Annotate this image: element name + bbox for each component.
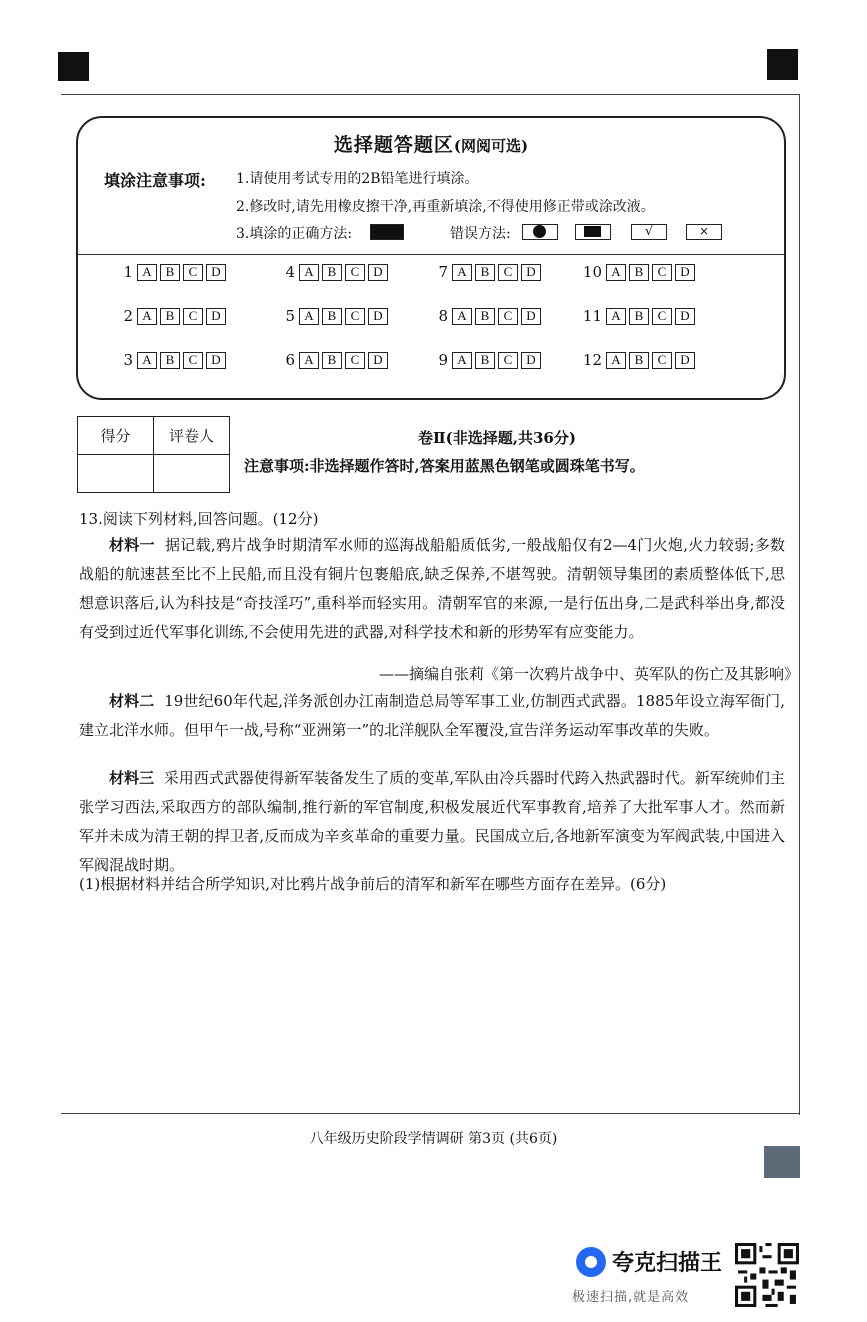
question-4-bubbles bbox=[275, 263, 391, 281]
grader-label: 评卷人 bbox=[154, 417, 230, 455]
material-1-text: 据记载,鸦片战争时期清军水师的巡海战船船质低劣,一般战船仅有2—4门火炮,火力较弱;多数战船的航速甚至比不上民船,而且没有铜片包裹船底,缺乏保养,不堪驾驶。清朝领导集团的素质整体低下,思想意识落后,认为科技是“奇技淫巧”,重科举而轻实用。清朝军官的来源,一是行伍出身,二是武科举出身,都没有受到过近代军事化训练,不会使用先进的武器,对科学技术和新的形势军有应变能力。 bbox=[79, 536, 785, 641]
option-bubble-b[interactable]: B bbox=[629, 308, 649, 325]
score-label: 得分 bbox=[78, 417, 154, 455]
option-bubble-c[interactable]: C bbox=[345, 308, 365, 325]
notes-label: 填涂注意事项: bbox=[104, 171, 206, 190]
question-3-bubbles bbox=[113, 351, 229, 369]
question-number: 11 bbox=[582, 307, 602, 325]
mc-separator bbox=[78, 254, 784, 255]
bottom-rule bbox=[61, 1113, 799, 1114]
question-number: 10 bbox=[582, 263, 602, 281]
question-number: 6 bbox=[285, 351, 295, 369]
option-bubble-c[interactable]: C bbox=[652, 352, 672, 369]
option-bubble-d[interactable]: D bbox=[521, 352, 541, 369]
option-bubble-d[interactable]: D bbox=[206, 308, 226, 325]
registration-mark-top-right bbox=[767, 49, 798, 80]
option-bubble-c[interactable]: C bbox=[183, 264, 203, 281]
question-number: 9 bbox=[438, 351, 448, 369]
question-number: 7 bbox=[438, 263, 448, 281]
material-1-label: 材料一 bbox=[109, 536, 155, 554]
question-number: 4 bbox=[285, 263, 295, 281]
qr-code-icon bbox=[735, 1243, 799, 1307]
question-number: 1 bbox=[123, 263, 133, 281]
correct-method-label: 3.填涂的正确方法: bbox=[236, 226, 353, 242]
option-bubble-d[interactable]: D bbox=[368, 264, 388, 281]
question-number: 8 bbox=[438, 307, 448, 325]
option-bubble-a[interactable]: A bbox=[452, 308, 472, 325]
option-bubble-a[interactable]: A bbox=[137, 352, 157, 369]
watermark-brand: 夸克扫描王 bbox=[612, 1251, 723, 1276]
option-bubble-b[interactable]: B bbox=[160, 352, 180, 369]
option-bubble-b[interactable]: B bbox=[322, 264, 342, 281]
question-2-bubbles bbox=[113, 307, 229, 325]
option-bubble-a[interactable]: A bbox=[137, 308, 157, 325]
question-9-bubbles bbox=[428, 351, 544, 369]
question-number: 3 bbox=[123, 351, 133, 369]
material-3-label: 材料三 bbox=[109, 769, 155, 787]
option-bubble-c[interactable]: C bbox=[345, 352, 365, 369]
cross-icon: × bbox=[698, 224, 710, 238]
option-bubble-b[interactable]: B bbox=[160, 308, 180, 325]
question-number: 12 bbox=[582, 351, 602, 369]
mc-area-title-note: (网阅可选) bbox=[453, 137, 529, 155]
grader-cell bbox=[154, 455, 230, 493]
check-icon: √ bbox=[644, 224, 654, 239]
question-13-title: 13.阅读下列材料,回答问题。(12分) bbox=[79, 510, 319, 528]
option-bubble-d[interactable]: D bbox=[368, 308, 388, 325]
option-bubble-d[interactable]: D bbox=[368, 352, 388, 369]
option-bubble-b[interactable]: B bbox=[322, 308, 342, 325]
question-8-bubbles bbox=[428, 307, 544, 325]
question-12-bubbles bbox=[582, 351, 698, 369]
option-bubble-a[interactable]: A bbox=[452, 264, 472, 281]
registration-mark-top-left bbox=[58, 52, 89, 81]
watermark-slogan: 极速扫描,就是高效 bbox=[572, 1290, 690, 1305]
option-bubble-c[interactable]: C bbox=[498, 308, 518, 325]
correct-fill-swatch bbox=[370, 224, 404, 240]
material-3 bbox=[79, 764, 785, 880]
option-bubble-c[interactable]: C bbox=[652, 264, 672, 281]
option-bubble-a[interactable]: A bbox=[299, 264, 319, 281]
option-bubble-c[interactable]: C bbox=[498, 352, 518, 369]
material-2-text: 19世纪60年代起,洋务派创办江南制造总局等军事工业,仿制西式武器。1885年设立海军衙门,建立北洋水师。但甲午一战,号称“亚洲第一”的北洋舰队全军覆没,宣告洋务运动军事改革的失败。 bbox=[79, 692, 785, 739]
quark-logo-icon bbox=[576, 1247, 606, 1277]
option-bubble-d[interactable]: D bbox=[521, 264, 541, 281]
question-number: 5 bbox=[285, 307, 295, 325]
score-cell bbox=[78, 455, 154, 493]
sub-question-1: (1)根据材料并结合所学知识,对比鸦片战争前后的清军和新军在哪些方面存在差异。(6分) bbox=[79, 875, 667, 893]
wrong-partial-swatch bbox=[575, 224, 611, 240]
option-bubble-a[interactable]: A bbox=[606, 264, 626, 281]
option-bubble-a[interactable]: A bbox=[606, 308, 626, 325]
option-bubble-b[interactable]: B bbox=[475, 352, 495, 369]
material-2-label: 材料二 bbox=[109, 692, 155, 710]
option-bubble-c[interactable]: C bbox=[652, 308, 672, 325]
option-bubble-c[interactable]: C bbox=[345, 264, 365, 281]
note-1: 1.请使用考试专用的2B铅笔进行填涂。 bbox=[236, 171, 479, 187]
question-7-bubbles bbox=[428, 263, 544, 281]
wrong-cross-swatch bbox=[686, 224, 722, 240]
option-bubble-a[interactable]: A bbox=[137, 264, 157, 281]
material-1-source: ——摘编自张莉《第一次鸦片战争中、英军队的伤亡及其影响》 bbox=[378, 665, 799, 683]
option-bubble-d[interactable]: D bbox=[675, 264, 695, 281]
option-bubble-a[interactable]: A bbox=[299, 352, 319, 369]
question-number: 2 bbox=[123, 307, 133, 325]
option-bubble-b[interactable]: B bbox=[475, 308, 495, 325]
option-bubble-d[interactable]: D bbox=[521, 308, 541, 325]
option-bubble-b[interactable]: B bbox=[322, 352, 342, 369]
option-bubble-b[interactable]: B bbox=[629, 352, 649, 369]
mc-area-title: 选择题答题区(网阅可选) bbox=[333, 134, 529, 156]
section-title: 卷Ⅱ(非选择题,共36分) bbox=[418, 429, 576, 447]
wrong-dot-swatch bbox=[522, 224, 558, 240]
option-bubble-a[interactable]: A bbox=[606, 352, 626, 369]
material-3-text: 采用西式武器使得新军装备发生了质的变革,军队由冷兵器时代跨入热武器时代。新军统帅们主张学习西法,采取西方的部队编制,推行新的军官制度,积极发展近代军事教育,培养了大批军事人才。然而新军并未成为清王朝的捍卫者,反而成为辛亥革命的重要力量。民国成立后,各地新军演变为军阀武装,中国进入军阀混战时期。 bbox=[79, 769, 785, 874]
option-bubble-b[interactable]: B bbox=[475, 264, 495, 281]
question-5-bubbles bbox=[275, 307, 391, 325]
material-1 bbox=[79, 531, 785, 647]
edge-tab-mark bbox=[764, 1146, 800, 1178]
material-2 bbox=[79, 687, 785, 745]
wrong-method-label: 错误方法: bbox=[450, 226, 511, 242]
wrong-check-swatch bbox=[631, 224, 667, 240]
score-table bbox=[77, 416, 230, 493]
option-bubble-d[interactable]: D bbox=[675, 308, 695, 325]
question-6-bubbles bbox=[275, 351, 391, 369]
option-bubble-d[interactable]: D bbox=[675, 352, 695, 369]
option-bubble-b[interactable]: B bbox=[629, 264, 649, 281]
section-note: 注意事项:非选择题作答时,答案用蓝黑色钢笔或圆珠笔书写。 bbox=[244, 457, 645, 475]
option-bubble-b[interactable]: B bbox=[160, 264, 180, 281]
note-2: 2.修改时,请先用橡皮擦干净,再重新填涂,不得使用修正带或涂改液。 bbox=[236, 199, 655, 215]
page-footer: 八年级历史阶段学情调研 第3页 (共6页) bbox=[309, 1131, 558, 1147]
option-bubble-a[interactable]: A bbox=[452, 352, 472, 369]
question-10-bubbles bbox=[582, 263, 698, 281]
question-11-bubbles bbox=[582, 307, 698, 325]
option-bubble-d[interactable]: D bbox=[206, 352, 226, 369]
option-bubble-a[interactable]: A bbox=[299, 308, 319, 325]
option-bubble-c[interactable]: C bbox=[498, 264, 518, 281]
option-bubble-d[interactable]: D bbox=[206, 264, 226, 281]
option-bubble-c[interactable]: C bbox=[183, 308, 203, 325]
question-1-bubbles bbox=[113, 263, 229, 281]
option-bubble-c[interactable]: C bbox=[183, 352, 203, 369]
